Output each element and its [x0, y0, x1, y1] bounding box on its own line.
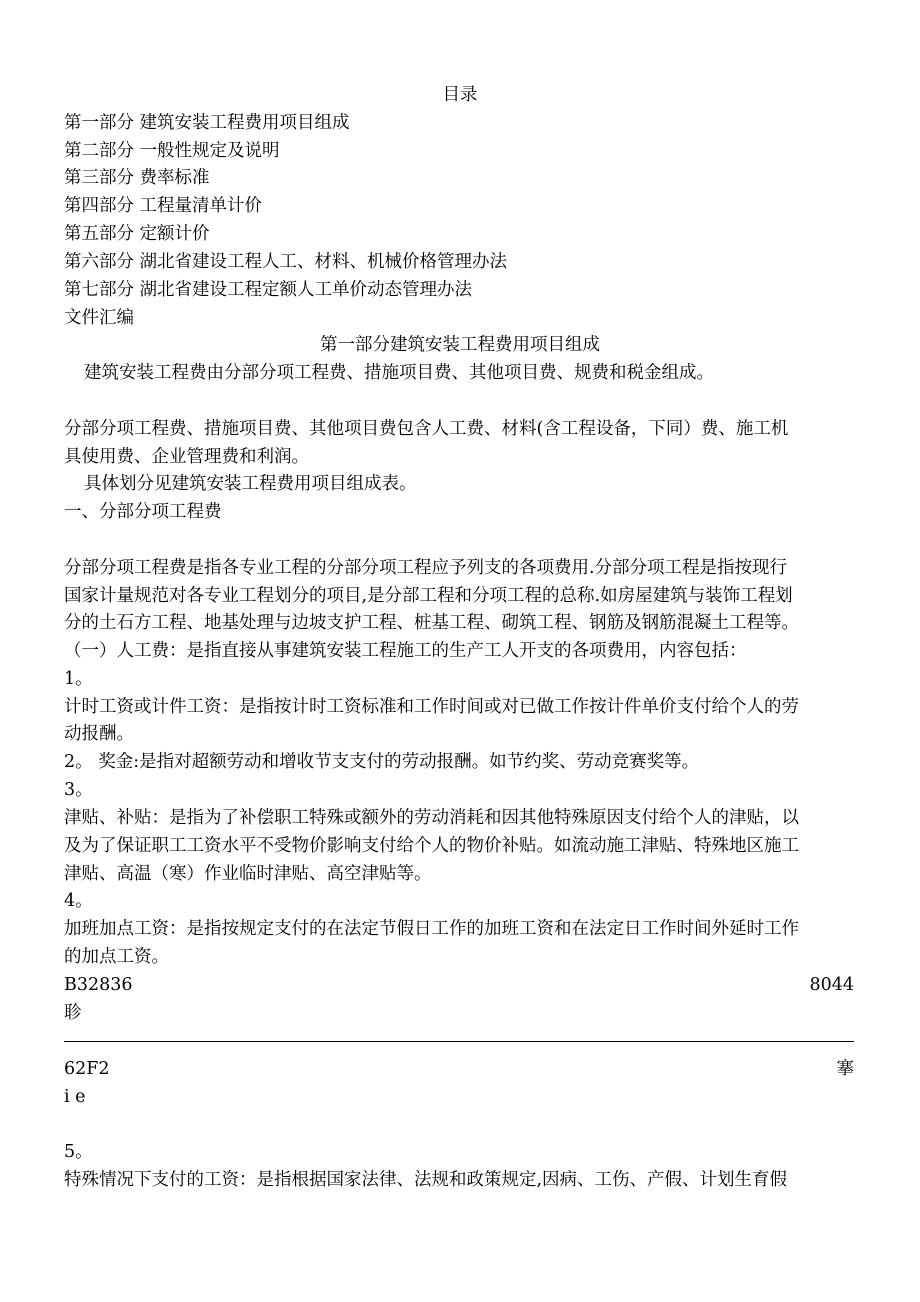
list-number: 1。	[64, 669, 93, 689]
paragraph-line: 津贴、补贴：是指为了补偿职工特殊或额外的劳动消耗和因其他特殊原因支付给个人的津贴，以	[64, 808, 799, 828]
toc-item: 文件汇编	[64, 308, 134, 328]
paragraph: 建筑安装工程费由分部分项工程费、措施项目费、其他项目费、规费和税金组成。	[84, 363, 714, 383]
paragraph-line: 动报酬。	[64, 724, 134, 744]
toc-item: 第六部分 湖北省建设工程人工、材料、机械价格管理办法	[64, 252, 508, 272]
code-left: B32836	[64, 975, 133, 995]
code-right: 8044	[809, 975, 854, 995]
section-heading: 第一部分建筑安装工程费用项目组成	[320, 335, 600, 355]
stray-letters: i e	[64, 1087, 86, 1107]
code-left: 62F2	[64, 1059, 110, 1079]
paragraph: 具体划分见建筑安装工程费用项目组成表。	[84, 474, 417, 494]
toc-item: 第一部分 建筑安装工程费用项目组成	[64, 113, 350, 133]
paragraph-line: 津贴、高温（寒）作业临时津贴、高空津贴等。	[64, 864, 432, 884]
list-number: 5。	[64, 1142, 93, 1162]
toc-item: 第五部分 定额计价	[64, 224, 210, 244]
toc-item: 第四部分 工程量清单计价	[64, 196, 263, 216]
subheading: 一、分部分项工程费	[64, 502, 222, 522]
paragraph-line: 计时工资或计件工资：是指按计时工资标准和工作时间或对已做工作按计件单价支付给个人的劳	[64, 697, 799, 717]
paragraph-line: 及为了保证职工工资水平不受物价影响支付给个人的物价补贴。如流动施工津贴、特殊地区施工	[64, 836, 799, 856]
list-number: 3。	[64, 780, 93, 800]
paragraph-line: 具使用费、企业管理费和利润。	[64, 447, 309, 467]
code-right: 搴	[836, 1059, 854, 1079]
toc-title: 目录	[442, 85, 478, 105]
paragraph-line: （一）人工费：是指直接从事建筑安装工程施工的生产工人开支的各项费用，内容包括：	[64, 641, 747, 661]
horizontal-divider	[64, 1041, 854, 1042]
list-number: 4。	[64, 891, 93, 911]
paragraph-line: 国家计量规范对各专业工程划分的项目,是分部工程和分项工程的总称.如房屋建筑与装饰工程划	[64, 586, 793, 606]
stray-character: 聄	[64, 1003, 82, 1023]
paragraph-line: 的加点工资。	[64, 947, 169, 967]
paragraph-line: 分部分项工程费是指各专业工程的分部分项工程应予列支的各项费用.分部分项工程是指按现行	[64, 558, 788, 578]
toc-item: 第三部分 费率标准	[64, 168, 210, 188]
paragraph-line: 加班加点工资：是指按规定支付的在法定节假日工作的加班工资和在法定日工作时间外延时工作	[64, 919, 799, 939]
paragraph-line: 分的土石方工程、地基处理与边坡支护工程、桩基工程、砌筑工程、钢筋及钢筋混凝土工程等。	[64, 613, 799, 633]
paragraph-line: 特殊情况下支付的工资：是指根据国家法律、法规和政策规定,因病、工伤、产假、计划生育假	[64, 1170, 788, 1190]
toc-item: 第二部分 一般性规定及说明	[64, 141, 280, 161]
paragraph-line: 分部分项工程费、措施项目费、其他项目费包含人工费、材料(含工程设备，下同）费、施工机	[64, 419, 789, 439]
paragraph-line: 2。 奖金:是指对超额劳动和增收节支支付的劳动报酬。如节约奖、劳动竞赛奖等。	[64, 752, 700, 772]
toc-item: 第七部分 湖北省建设工程定额人工单价动态管理办法	[64, 280, 473, 300]
